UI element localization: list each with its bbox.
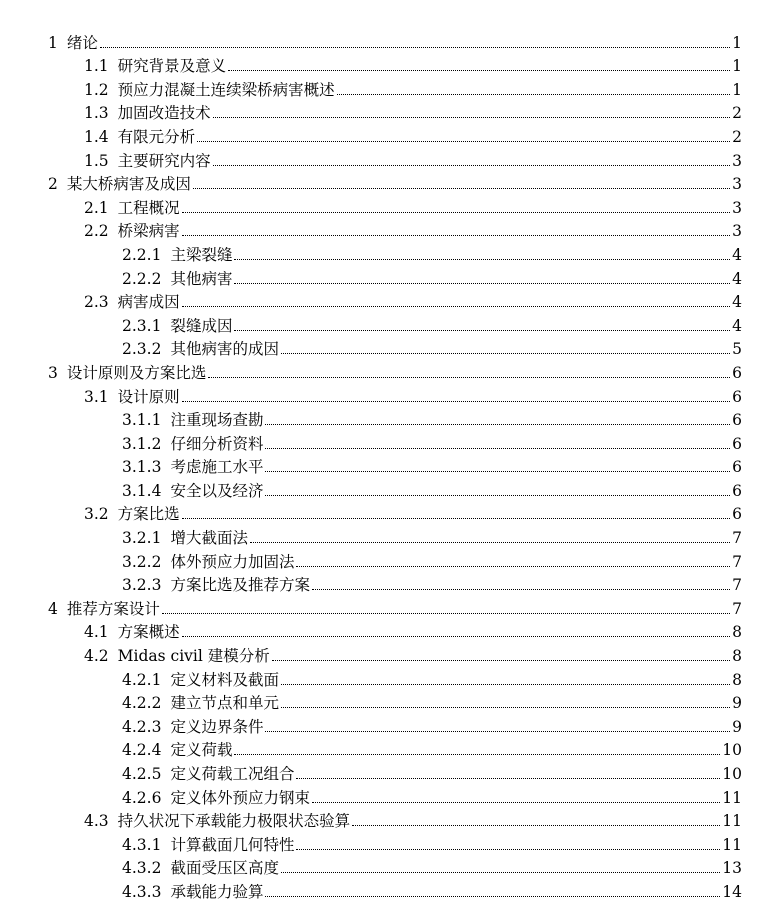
toc-entry-title: 承载能力验算 — [170, 882, 264, 901]
toc-entry[interactable] — [0, 406, 780, 430]
toc-entry-number: 4.2 — [84, 647, 109, 666]
toc-entry-title: 方案比选及推荐方案 — [170, 576, 310, 595]
toc-dot-leader — [182, 212, 730, 213]
toc-entry-number: 1 — [48, 33, 58, 52]
toc-entry-number: 4.3.1 — [122, 835, 162, 854]
toc-entry-title: 增大截面法 — [170, 529, 248, 548]
toc-dot-leader — [234, 330, 730, 331]
toc-entry[interactable] — [0, 99, 780, 123]
toc-entry-page: 11 — [722, 788, 742, 807]
toc-entry[interactable] — [0, 358, 780, 382]
toc-entry-page: 1 — [732, 80, 742, 99]
toc-entry-page: 3 — [732, 198, 742, 217]
toc-dot-leader — [281, 353, 730, 354]
table-of-contents — [0, 28, 780, 901]
toc-entry-page: 7 — [732, 552, 742, 571]
toc-entry-number: 3.1.2 — [122, 434, 162, 453]
toc-entry-title: 注重现场查勘 — [170, 411, 264, 430]
toc-entry-number: 4 — [48, 599, 58, 618]
toc-entry-number: 3.1 — [84, 387, 109, 406]
toc-entry[interactable] — [0, 854, 780, 878]
toc-entry-page: 4 — [732, 245, 742, 264]
toc-entry-page: 7 — [732, 599, 742, 618]
toc-entry-title: 病害成因 — [117, 293, 180, 312]
toc-entry-title: 有限元分析 — [117, 127, 196, 146]
toc-entry[interactable] — [0, 547, 780, 571]
toc-entry[interactable] — [0, 689, 780, 713]
toc-entry-page: 4 — [732, 293, 742, 312]
toc-entry-title: 桥梁病害 — [117, 222, 180, 241]
toc-entry-number: 1.2 — [84, 80, 109, 99]
toc-entry-number: 4.1 — [84, 623, 109, 642]
toc-entry-page: 2 — [732, 104, 742, 123]
toc-dot-leader — [312, 589, 730, 590]
toc-entry[interactable] — [0, 759, 780, 783]
toc-entry-number: 2.3.1 — [122, 316, 162, 335]
toc-dot-leader — [312, 802, 720, 803]
toc-dot-leader — [182, 636, 730, 637]
toc-entry-title: 仔细分析资料 — [170, 434, 264, 453]
toc-entry-title: 截面受压区高度 — [170, 859, 279, 878]
toc-entry-page: 8 — [732, 647, 742, 666]
toc-entry-number: 4.2.6 — [122, 788, 162, 807]
toc-dot-leader — [296, 849, 720, 850]
toc-entry-page: 11 — [722, 812, 742, 831]
toc-dot-leader — [213, 117, 730, 118]
toc-entry-title: 某大桥病害及成因 — [66, 175, 191, 194]
toc-entry[interactable] — [0, 594, 780, 618]
toc-entry[interactable] — [0, 665, 780, 689]
toc-entry-title: 体外预应力加固法 — [170, 552, 295, 571]
toc-entry-number: 4.2.1 — [122, 670, 162, 689]
toc-entry-page: 8 — [732, 670, 742, 689]
toc-dot-leader — [281, 707, 730, 708]
toc-entry-page: 6 — [732, 481, 742, 500]
toc-dot-leader — [281, 684, 730, 685]
toc-dot-leader — [337, 94, 730, 95]
toc-entry-title: 方案比选 — [117, 505, 180, 524]
toc-dot-leader — [234, 754, 720, 755]
toc-dot-leader — [182, 235, 730, 236]
toc-dot-leader — [162, 613, 730, 614]
toc-entry-title: 定义荷载工况组合 — [170, 765, 295, 783]
toc-entry[interactable] — [0, 830, 780, 854]
toc-entry[interactable] — [0, 571, 780, 595]
toc-entry[interactable] — [0, 311, 780, 335]
toc-dot-leader — [352, 825, 720, 826]
toc-entry[interactable] — [0, 523, 780, 547]
toc-entry-title: 定义材料及截面 — [170, 670, 279, 689]
toc-entry-number: 4.2.2 — [122, 694, 162, 713]
toc-entry-number: 1.5 — [84, 151, 109, 170]
toc-entry-title: 主梁裂缝 — [170, 245, 233, 264]
toc-entry[interactable] — [0, 476, 780, 500]
toc-entry[interactable] — [0, 264, 780, 288]
toc-entry[interactable] — [0, 146, 780, 170]
toc-entry-page: 9 — [732, 694, 742, 713]
toc-entry[interactable] — [0, 453, 780, 477]
toc-entry-page: 7 — [732, 576, 742, 595]
toc-entry[interactable] — [0, 335, 780, 359]
toc-dot-leader — [250, 542, 730, 543]
toc-entry[interactable] — [0, 75, 780, 99]
toc-entry-page: 6 — [732, 505, 742, 524]
toc-dot-leader — [228, 70, 730, 71]
toc-entry-number: 3.1.4 — [122, 481, 162, 500]
toc-entry[interactable] — [0, 52, 780, 76]
toc-dot-leader — [208, 377, 730, 378]
toc-entry-number: 2.2.2 — [122, 269, 162, 288]
toc-entry-number: 2.3 — [84, 293, 109, 312]
toc-entry[interactable] — [0, 783, 780, 807]
toc-entry-number: 3 — [48, 363, 58, 382]
toc-entry[interactable] — [0, 807, 780, 831]
toc-entry-number: 4.3.2 — [122, 859, 162, 878]
toc-entry[interactable] — [0, 736, 780, 760]
toc-entry-page: 4 — [732, 269, 742, 288]
toc-dot-leader — [193, 188, 730, 189]
toc-entry[interactable] — [0, 641, 780, 665]
toc-entry-page: 2 — [732, 127, 742, 146]
toc-entry-title: 推荐方案设计 — [66, 599, 160, 618]
toc-entry[interactable] — [0, 170, 780, 194]
toc-dot-leader — [296, 778, 720, 779]
toc-entry-page: 3 — [732, 151, 742, 170]
toc-entry-number: 2 — [48, 175, 58, 194]
toc-entry[interactable] — [0, 217, 780, 241]
toc-entry-page: 11 — [722, 835, 742, 854]
toc-entry-number: 2.3.2 — [122, 340, 162, 359]
toc-entry[interactable] — [0, 712, 780, 736]
toc-entry-title: 主要研究内容 — [117, 151, 211, 170]
toc-entry[interactable] — [0, 240, 780, 264]
toc-entry-title: 设计原则及方案比选 — [66, 363, 207, 382]
toc-entry-number: 1.1 — [84, 57, 109, 76]
toc-entry-title: 方案概述 — [117, 623, 180, 642]
toc-entry-title: 研究背景及意义 — [117, 57, 227, 76]
toc-dot-leader — [234, 259, 730, 260]
toc-entry-page: 6 — [732, 411, 742, 430]
toc-entry-number: 3.1.1 — [122, 411, 162, 430]
toc-dot-leader — [265, 495, 730, 496]
toc-entry-page: 9 — [732, 717, 742, 736]
toc-entry[interactable] — [0, 618, 780, 642]
toc-entry-page: 6 — [732, 434, 742, 453]
toc-entry-page: 1 — [732, 33, 742, 52]
toc-entry-number: 4.2.4 — [122, 741, 162, 760]
toc-entry-title: 定义体外预应力钢束 — [170, 788, 310, 807]
toc-dot-leader — [182, 306, 730, 307]
toc-entry[interactable] — [0, 429, 780, 453]
toc-entry-page: 7 — [732, 529, 742, 548]
toc-entry[interactable] — [0, 382, 780, 406]
toc-entry-number: 3.2 — [84, 505, 109, 524]
toc-dot-leader — [213, 165, 730, 166]
toc-entry-title: 加固改造技术 — [117, 104, 211, 123]
toc-dot-leader — [296, 566, 730, 567]
toc-entry-title: 持久状况下承载能力极限状态验算 — [117, 812, 351, 831]
toc-entry-page: 8 — [732, 623, 742, 642]
toc-entry-number: 3.2.1 — [122, 529, 162, 548]
toc-entry-title: 绪论 — [66, 33, 98, 52]
toc-entry-page: 5 — [732, 340, 742, 359]
toc-entry-page: 6 — [732, 387, 742, 406]
toc-entry-number: 3.2.3 — [122, 576, 162, 595]
toc-dot-leader — [265, 424, 730, 425]
toc-entry-title: 考虑施工水平 — [170, 458, 264, 477]
toc-entry-page: 10 — [722, 765, 742, 783]
toc-dot-leader — [197, 141, 730, 142]
toc-entry-page: 14 — [722, 882, 742, 901]
toc-entry-title: 预应力混凝土连续梁桥病害概述 — [117, 80, 335, 99]
toc-dot-leader — [265, 896, 720, 897]
toc-entry-number: 4.3.3 — [122, 882, 162, 901]
toc-entry[interactable] — [0, 877, 780, 901]
toc-entry-title: 建立节点和单元 — [170, 694, 279, 713]
toc-entry-title: Midas civil 建模分析 — [117, 647, 270, 666]
toc-entry-page: 6 — [732, 458, 742, 477]
toc-entry-title: 工程概况 — [117, 198, 180, 217]
toc-entry-number: 2.1 — [84, 198, 109, 217]
toc-entry-title: 其他病害的成因 — [170, 340, 279, 359]
toc-entry-number: 2.2.1 — [122, 245, 162, 264]
toc-dot-leader — [234, 283, 730, 284]
toc-entry-page: 1 — [732, 57, 742, 76]
toc-entry-title: 裂缝成因 — [170, 316, 233, 335]
toc-entry-page: 10 — [722, 741, 742, 760]
toc-entry-title: 设计原则 — [117, 387, 180, 406]
toc-entry-number: 1.3 — [84, 104, 109, 123]
toc-entry[interactable] — [0, 500, 780, 524]
toc-dot-leader — [182, 518, 730, 519]
toc-entry-title: 定义荷载 — [170, 741, 233, 760]
toc-dot-leader — [100, 47, 730, 48]
toc-entry-page: 4 — [732, 316, 742, 335]
toc-entry[interactable] — [0, 122, 780, 146]
toc-entry[interactable] — [0, 28, 780, 52]
toc-dot-leader — [265, 731, 730, 732]
toc-entry-page: 6 — [732, 363, 742, 382]
toc-entry-number: 4.2.5 — [122, 765, 162, 783]
toc-entry-number: 3.1.3 — [122, 458, 162, 477]
toc-entry[interactable] — [0, 288, 780, 312]
toc-entry-title: 定义边界条件 — [170, 717, 264, 736]
toc-entry-title: 安全以及经济 — [170, 481, 264, 500]
toc-dot-leader — [272, 660, 730, 661]
toc-dot-leader — [182, 401, 730, 402]
toc-entry-page: 3 — [732, 175, 742, 194]
toc-entry-number: 4.2.3 — [122, 717, 162, 736]
toc-entry-number: 4.3 — [84, 812, 109, 831]
toc-entry-title: 其他病害 — [170, 269, 233, 288]
toc-dot-leader — [265, 448, 730, 449]
toc-entry-number: 1.4 — [84, 127, 109, 146]
toc-dot-leader — [265, 471, 730, 472]
toc-entry-page: 13 — [722, 859, 742, 878]
toc-entry-number: 2.2 — [84, 222, 109, 241]
toc-dot-leader — [281, 872, 720, 873]
toc-entry-title: 计算截面几何特性 — [170, 835, 295, 854]
toc-entry-number: 3.2.2 — [122, 552, 162, 571]
toc-entry-page: 3 — [732, 222, 742, 241]
toc-entry[interactable] — [0, 193, 780, 217]
